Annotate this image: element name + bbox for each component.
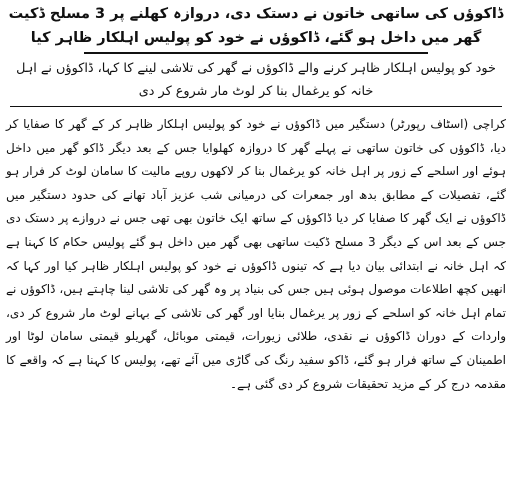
subheadline: خود کو پولیس اہلکار ظاہر کرنے والے ڈاکوؤں نے گھر کی تلاشی لینے کا کہا، ڈاکوؤں نے اہل خانہ کو یرغمال بنا کر لوٹ مار شروع کر دی (16, 61, 496, 99)
headline-divider (84, 52, 428, 54)
headline: ڈاکوؤں کی ساتھی خاتون نے دستک دی، دروازہ کھلنے پر 3 مسلح ڈکیت گھر میں داخل ہو گئے، ڈاکوؤں نے خود کو پولیس اہلکار ظاہر کیا (8, 6, 504, 46)
article-body: کراچی (اسٹاف رپورٹر) دستگیر میں ڈاکوؤں نے خود کو پولیس اہلکار ظاہر کر کے گھر کا صفایا کر دیا، ڈاکوؤں کی خاتون ساتھی نے پہلے گھر کا دروازہ کھلوایا جس کے بعد دیگر ڈاکو گھر میں داخل ہوئے اور اسلحے کے زور پر اہل خانہ کو یرغمال بنا کر لاکھوں روپے مالیت کا سامان لوٹ کر فرار ہو گئے، تفصیلات کے مطابق بدھ اور جمعرات کی درمیانی شب عزیز آباد تھانے کی حدود دستگیر میں ڈاکوؤں نے ایک گھر کا صفایا کر دیا ڈاکوؤں کے ساتھ ایک خاتون بھی تھی جس نے دروازے پر دستک دی جس کے بعد اس کے دیگر 3 مسلح ڈکیت ساتھی بھی گھر میں داخل ہو گئے پولیس حکام کا کہنا ہے کہ اہل خانہ نے ابتدائی بیان دیا ہے کہ تینوں ڈاکوؤں نے خود کو پولیس اہلکار ظاہر کیا اور کہا کہ انھیں کچھ اطلاعات موصول ہوئی ہیں جس کی بنیاد پر وہ گھر کی تلاشی لینا چاہتے ہیں، ڈاکوؤں نے تمام اہل خانہ کو اسلحے کے زور پر یرغمال بنایا اور گھر کی تلاشی کے بہانے لوٹ مار شروع کر دی، واردات کے دوران ڈاکوؤں نے نقدی، طلائی زیورات، قیمتی موبائل، گھریلو قیمتی سامان لوٹا اور اطمینان کے ساتھ فرار ہو گئے، ڈاکو سفید رنگ کی گاڑی میں آئے تھے، پولیس کا کہنا ہے کہ واقعے کا مقدمہ درج کر کے مزید تحقیقات شروع کر دی گئی ہے۔ (6, 117, 506, 391)
subheadline-divider (10, 106, 502, 107)
